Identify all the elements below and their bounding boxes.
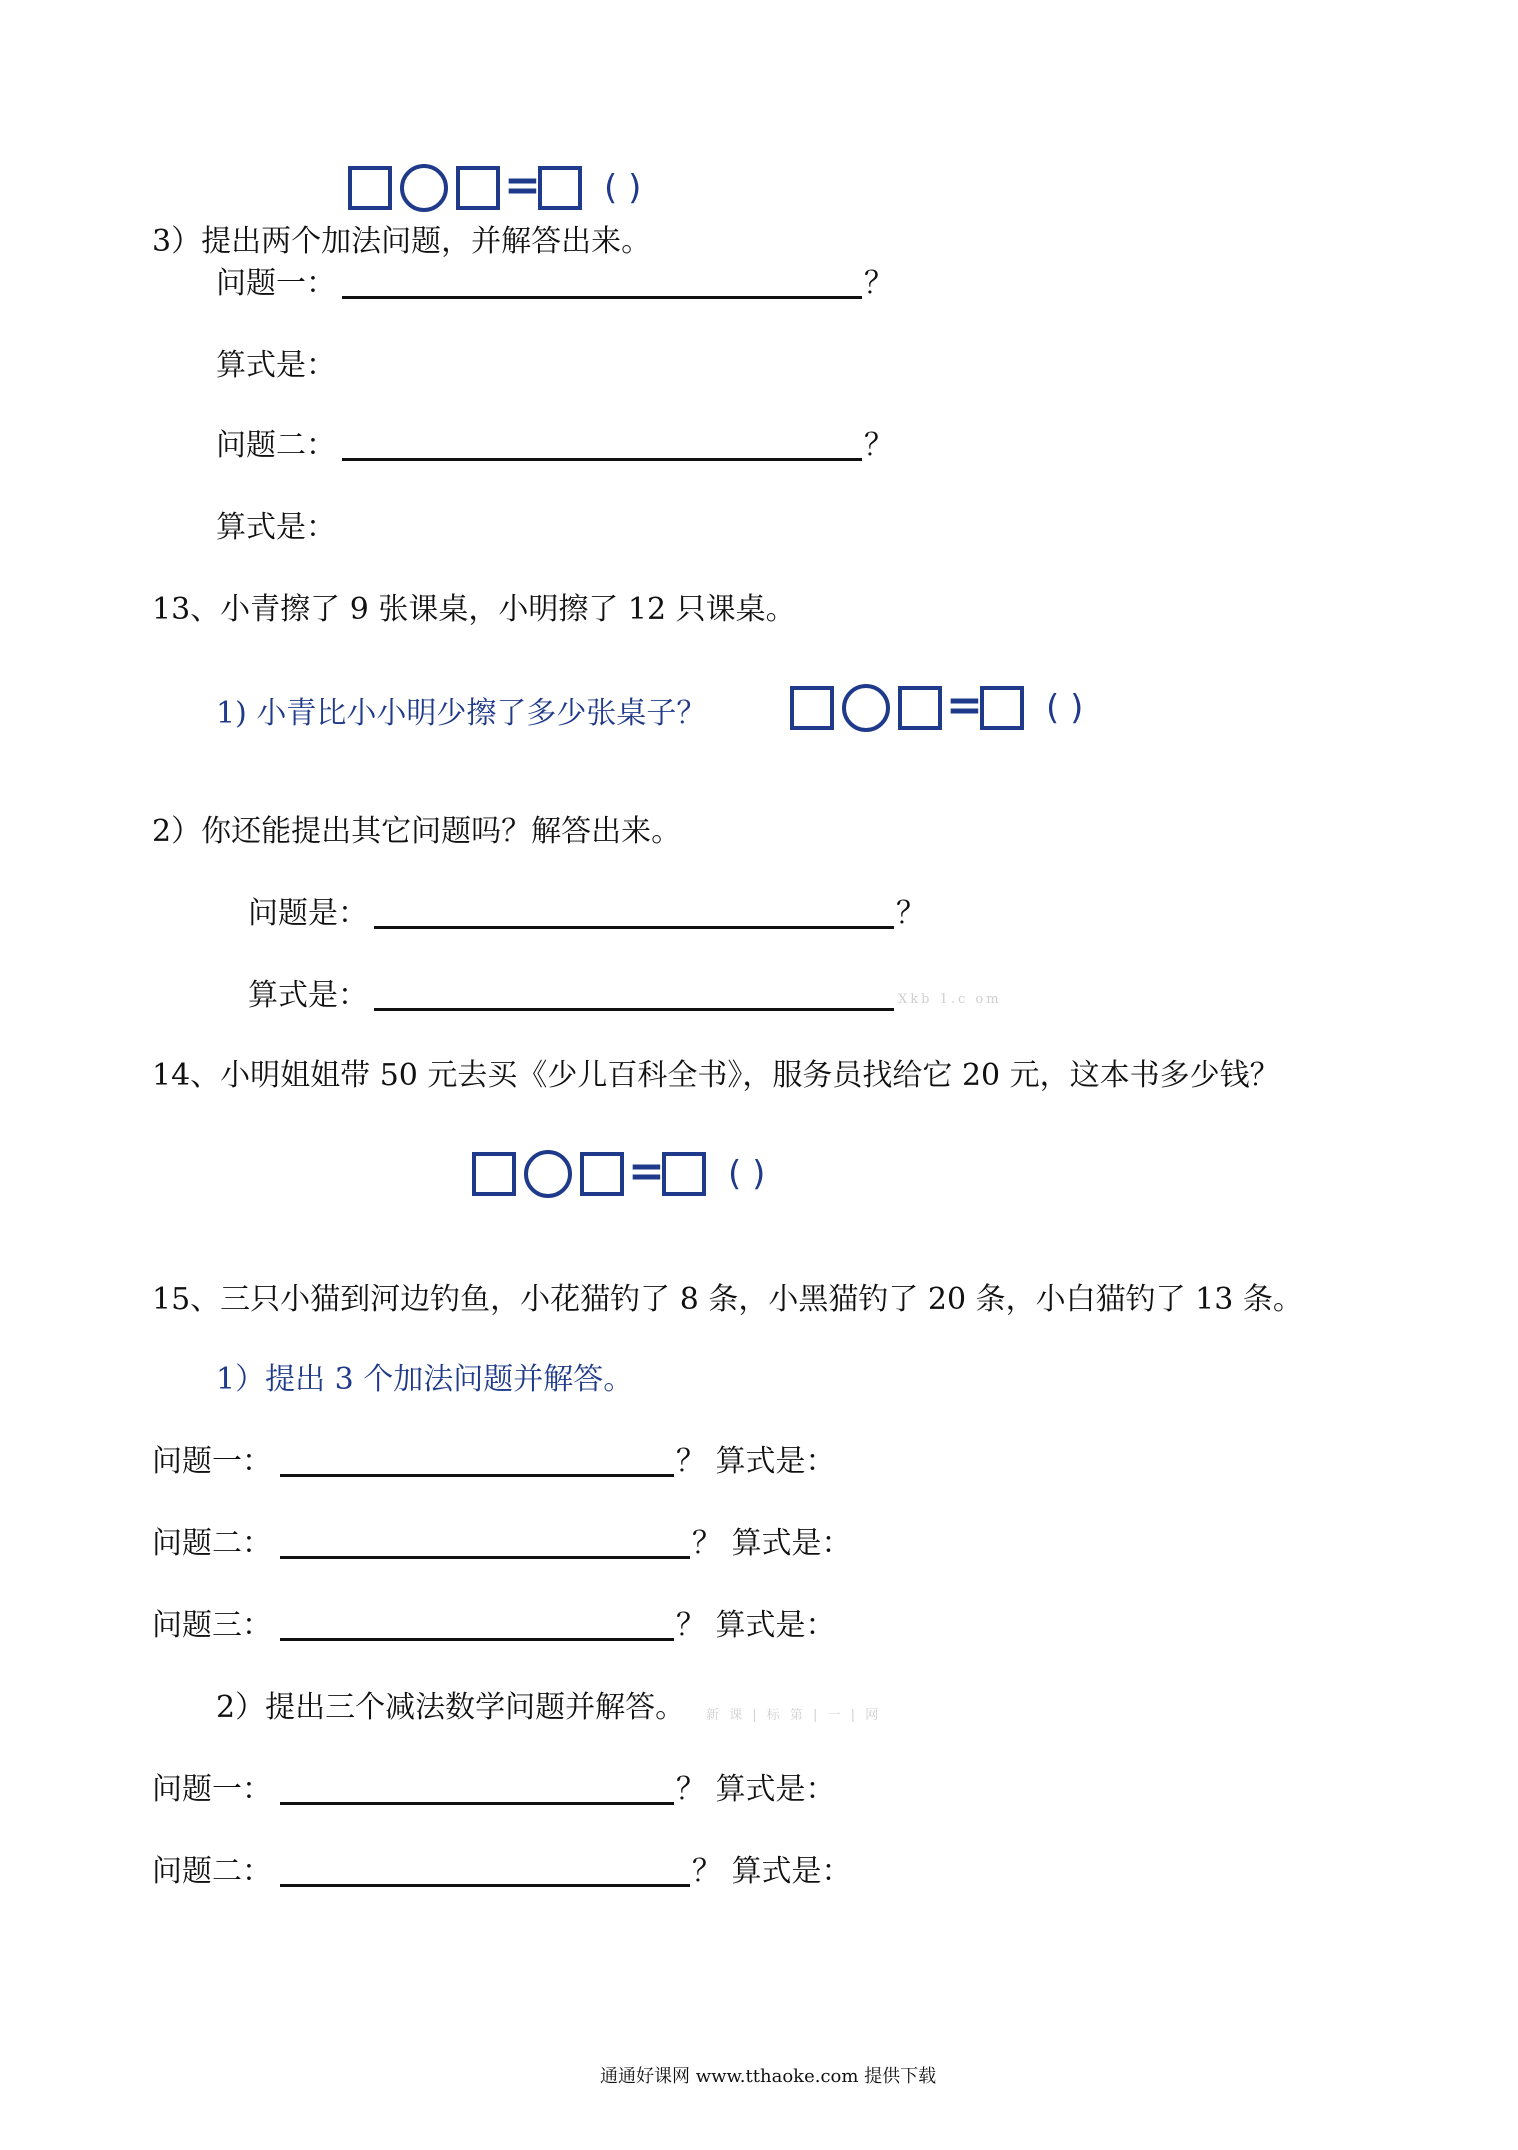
sub-question-1-end: ？ 算式是： bbox=[676, 1772, 836, 1807]
blank-box bbox=[790, 686, 834, 730]
sub-question-1-label: 问题一： bbox=[152, 1772, 272, 1807]
add-question-3-end: ？ 算式是： bbox=[676, 1608, 836, 1643]
sub-question-2-label: 问题二： bbox=[152, 1854, 272, 1889]
blank-box bbox=[456, 166, 500, 210]
watermark: Xkb 1.c om bbox=[898, 992, 1002, 1007]
equation-template-q13 bbox=[790, 680, 1120, 736]
add-question-2-label: 问题二： bbox=[152, 1526, 272, 1561]
answer-line[interactable] bbox=[342, 296, 862, 299]
sub-question-2-end: ？ 算式是： bbox=[692, 1854, 852, 1889]
operator-circle bbox=[400, 164, 448, 212]
answer-line[interactable] bbox=[280, 1556, 690, 1559]
answer-line[interactable] bbox=[280, 1802, 674, 1805]
blank-box bbox=[538, 166, 582, 210]
add-question-1-end: ？ 算式是： bbox=[676, 1444, 836, 1479]
blank-box bbox=[980, 686, 1024, 730]
question-mark: ？ bbox=[864, 266, 894, 301]
formula-label: 算式是： bbox=[216, 348, 336, 383]
equation-template-q12 bbox=[348, 160, 678, 216]
q13-part2: 2）你还能提出其它问题吗？解答出来。 bbox=[152, 814, 682, 849]
formula-label: 算式是： bbox=[216, 510, 336, 545]
question1-label: 问题一： bbox=[216, 266, 336, 301]
equals-sign: = bbox=[504, 160, 541, 211]
add-question-3-label: 问题三： bbox=[152, 1608, 272, 1643]
q15-part2: 2）提出三个减法数学问题并解答。 bbox=[216, 1690, 686, 1725]
answer-line[interactable] bbox=[280, 1474, 674, 1477]
add-question-1-label: 问题一： bbox=[152, 1444, 272, 1479]
q14-stem: 14、小明姐姐带 50 元去买《少儿百科全书》，服务员找给它 20 元，这本书多少钱？ bbox=[152, 1058, 1280, 1093]
blank-box bbox=[348, 166, 392, 210]
operator-circle bbox=[524, 1150, 572, 1198]
blank-box bbox=[898, 686, 942, 730]
answer-line[interactable] bbox=[374, 1008, 894, 1011]
formula-label: 算式是： bbox=[248, 978, 368, 1013]
watermark: 新 课 | 标 第 | 一 | 网 bbox=[706, 1708, 882, 1723]
equals-sign: = bbox=[628, 1146, 665, 1197]
add-question-2-end: ？ 算式是： bbox=[692, 1526, 852, 1561]
answer-line[interactable] bbox=[280, 1638, 674, 1641]
equation-template-q14 bbox=[472, 1146, 802, 1202]
blank-box bbox=[472, 1152, 516, 1196]
q12-part3-label: 3）提出两个加法问题，并解答出来。 bbox=[152, 224, 652, 259]
answer-line[interactable] bbox=[342, 458, 862, 461]
footer-source: 通通好课网 www.tthaoke.com 提供下载 bbox=[600, 2066, 937, 2087]
blank-box bbox=[662, 1152, 706, 1196]
question-label: 问题是： bbox=[248, 896, 368, 931]
q13-part1: 1) 小青比小小明少擦了多少张桌子？ bbox=[216, 696, 707, 731]
question-mark: ？ bbox=[864, 428, 894, 463]
question-mark: ？ bbox=[896, 896, 926, 931]
equals-sign: = bbox=[946, 680, 983, 731]
question2-label: 问题二： bbox=[216, 428, 336, 463]
answer-line[interactable] bbox=[280, 1884, 690, 1887]
unit-parentheses: ( ) bbox=[728, 1154, 766, 1194]
blank-box bbox=[580, 1152, 624, 1196]
operator-circle bbox=[842, 684, 890, 732]
q15-part1: 1）提出 3 个加法问题并解答。 bbox=[216, 1362, 634, 1397]
q13-stem: 13、小青擦了 9 张课桌，小明擦了 12 只课桌。 bbox=[152, 592, 796, 627]
unit-parentheses: ( ) bbox=[1046, 688, 1084, 728]
q15-stem: 15、三只小猫到河边钓鱼，小花猫钓了 8 条，小黑猫钓了 20 条，小白猫钓了 13 条。 bbox=[152, 1282, 1303, 1317]
unit-parentheses: ( ) bbox=[604, 168, 642, 208]
answer-line[interactable] bbox=[374, 926, 894, 929]
